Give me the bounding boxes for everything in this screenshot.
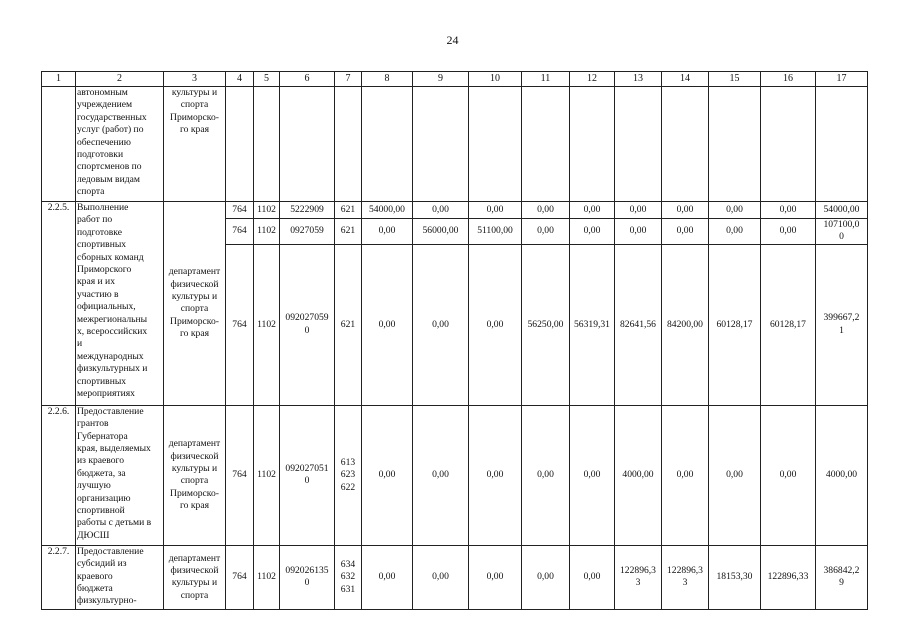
table-cell: 60128,17 <box>709 244 761 405</box>
table-cell: 0,00 <box>469 405 522 545</box>
table-cell: 1102 <box>254 545 280 609</box>
row-number: 2.2.7. <box>42 545 76 609</box>
table-cell: 0,00 <box>570 219 615 245</box>
table-cell: 092027051 0 <box>280 405 335 545</box>
table-cell: 4000,00 <box>816 405 868 545</box>
table-cell: 56319,31 <box>570 244 615 405</box>
table-cell: 0,00 <box>469 202 522 219</box>
table-cell: 0,00 <box>662 219 709 245</box>
measure-name: Предоставление субсидий из краевого бюджета физкультурно- <box>76 545 164 609</box>
table-cell: 84200,00 <box>662 244 709 405</box>
table-cell: 764 <box>226 244 254 405</box>
table-cell: 092027059 0 <box>280 244 335 405</box>
table-cell: 0,00 <box>362 219 413 245</box>
table-cell: 0,00 <box>761 219 816 245</box>
measure-name: Предоставление грантов Губернатора края, выделяемых из краевого бюджета, за лучшую организацию спортивной работы с детьми в ДЮСШ <box>76 405 164 545</box>
header-cell: 17 <box>816 72 868 87</box>
header-cell: 1 <box>42 72 76 87</box>
table-cell: 764 <box>226 219 254 245</box>
table-cell: 60128,17 <box>761 244 816 405</box>
table-cell: 0,00 <box>469 244 522 405</box>
table-cell: 0927059 <box>280 219 335 245</box>
table-cell: 386842,2 9 <box>816 545 868 609</box>
table-cell: 54000,00 <box>816 202 868 219</box>
row-number: 2.2.5. <box>42 202 76 406</box>
table-cell: 613 623 622 <box>335 405 362 545</box>
header-cell: 9 <box>413 72 469 87</box>
table-cell: 56000,00 <box>413 219 469 245</box>
table-cell: 0,00 <box>522 405 570 545</box>
table-cell: 0,00 <box>615 219 662 245</box>
table-cell: 0,00 <box>570 405 615 545</box>
table-row <box>42 202 868 219</box>
budget-table <box>41 71 868 610</box>
header-cell: 11 <box>522 72 570 87</box>
table-cell: 82641,56 <box>615 244 662 405</box>
table-cell: 4000,00 <box>615 405 662 545</box>
department: департамент физической культуры и спорта <box>164 545 226 609</box>
header-cell: 15 <box>709 72 761 87</box>
header-cell: 16 <box>761 72 816 87</box>
table-cell: 0,00 <box>362 244 413 405</box>
table-cell: 5222909 <box>280 202 335 219</box>
table-cell: 54000,00 <box>362 202 413 219</box>
header-cell: 4 <box>226 72 254 87</box>
table-cell: 0,00 <box>522 202 570 219</box>
table-cell: 122896,3 3 <box>662 545 709 609</box>
table-cell: 0,00 <box>469 545 522 609</box>
table-cell: 0,00 <box>413 405 469 545</box>
table-cell: 092026135 0 <box>280 545 335 609</box>
table-cell: 0,00 <box>615 202 662 219</box>
table-cell: 51100,00 <box>469 219 522 245</box>
table-cell: 621 <box>335 219 362 245</box>
table-cell: 0,00 <box>362 405 413 545</box>
header-cell: 10 <box>469 72 522 87</box>
header-cell: 7 <box>335 72 362 87</box>
row-number <box>42 87 76 202</box>
header-cell: 12 <box>570 72 615 87</box>
table-cell: 1102 <box>254 202 280 219</box>
table-row <box>42 545 868 609</box>
header-cell: 6 <box>280 72 335 87</box>
table-cell: 0,00 <box>570 545 615 609</box>
table-cell: 1102 <box>254 219 280 245</box>
table-cell: 18153,30 <box>709 545 761 609</box>
header-cell: 13 <box>615 72 662 87</box>
table-cell: 621 <box>335 244 362 405</box>
header-cell: 3 <box>164 72 226 87</box>
table-row <box>42 405 868 545</box>
department: департамент физической культуры и спорта Приморско- го края <box>164 202 226 406</box>
header-cell: 5 <box>254 72 280 87</box>
table-cell: 0,00 <box>709 405 761 545</box>
table-cell: 122896,3 3 <box>615 545 662 609</box>
table-cell: 0,00 <box>709 219 761 245</box>
table-cell: 0,00 <box>761 405 816 545</box>
table-cell: 0,00 <box>413 545 469 609</box>
table-cell: 764 <box>226 202 254 219</box>
header-cell: 8 <box>362 72 413 87</box>
table-cell: 0,00 <box>570 202 615 219</box>
table-cell: 0,00 <box>413 202 469 219</box>
header-cell: 14 <box>662 72 709 87</box>
page-number: 24 <box>446 33 459 47</box>
table-cell: 0,00 <box>362 545 413 609</box>
header-cell: 2 <box>76 72 164 87</box>
table-cell: 0,00 <box>662 405 709 545</box>
table-cell: 634 632 631 <box>335 545 362 609</box>
table-cell: 764 <box>226 405 254 545</box>
table-cell: 107100,0 0 <box>816 219 868 245</box>
table-cell: 0,00 <box>709 202 761 219</box>
table-cell: 0,00 <box>413 244 469 405</box>
table-cell: 621 <box>335 202 362 219</box>
table-cell: 56250,00 <box>522 244 570 405</box>
measure-name: Выполнение работ по подготовке спортивных сборных команд Приморского края и их участию в официальных, межрегиональны х, всероссийских и международных физкультурных и спортивных мероприятиях <box>76 202 164 406</box>
table-cell: 1102 <box>254 405 280 545</box>
table-cell: 0,00 <box>662 202 709 219</box>
table-cell: 764 <box>226 545 254 609</box>
table-cell: 0,00 <box>522 219 570 245</box>
row-number: 2.2.6. <box>42 405 76 545</box>
header-row <box>42 72 868 87</box>
table-cell: 0,00 <box>761 202 816 219</box>
table-cell: 122896,33 <box>761 545 816 609</box>
measure-name: автономным учреждением государственных услуг (работ) по обеспечению подготовки спортсменов по ледовым видам спорта <box>76 87 164 202</box>
table-cell: 399667,2 1 <box>816 244 868 405</box>
table-cell: 0,00 <box>522 545 570 609</box>
table-cell: 1102 <box>254 244 280 405</box>
department: департамент физической культуры и спорта Приморско- го края <box>164 405 226 545</box>
department: культуры и спорта Приморско- го края <box>164 87 226 202</box>
continued-row <box>42 87 868 202</box>
